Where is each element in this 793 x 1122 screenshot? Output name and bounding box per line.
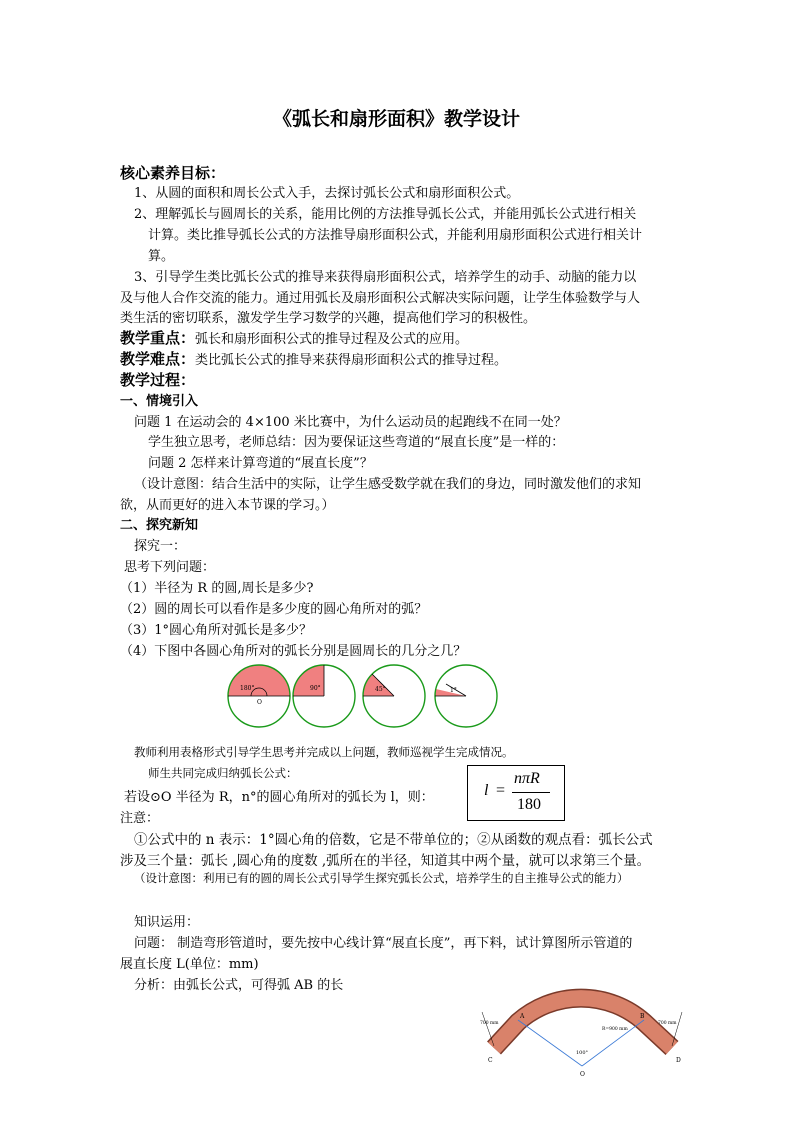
design-intent-line2: 欲，从而更好的进入本节课的学习。） xyxy=(120,498,335,513)
goal-item-3-line1: 3、引导学生类比弧长公式的推导来获得扇形面积公式，培养学生的动手、动脑的能力以 xyxy=(134,270,637,285)
key-point-label: 教学重点： xyxy=(120,329,196,347)
goal-item-1: 1、从圆的面积和周长公式入手，去探讨弧长公式和扇形面积公式。 xyxy=(134,186,520,201)
arc-length-formula xyxy=(467,765,565,821)
think-question-4: （4）下图中各圆心角所对的弧长分别是圆周长的几分之几？ xyxy=(120,644,467,659)
goal-item-3-line3: 类生活的密切联系，激发学生学习数学的兴趣，提高他们学习的积极性。 xyxy=(120,311,537,326)
formula-equals: = xyxy=(496,782,506,799)
core-goals-heading: 核心素养目标： xyxy=(120,164,226,182)
pipe-point-a: A xyxy=(520,1013,525,1020)
difficulty-text: 类比弧长公式的推导来获得扇形面积公式的推导过程。 xyxy=(195,353,508,368)
application-problem-line2: 展直长度 L(单位：mm) xyxy=(120,957,259,972)
page-title: 《弧长和扇形面积》教学设计 xyxy=(272,108,520,130)
think-question-2: （2）圆的周长可以看作是多少度的圆心角所对的弧？ xyxy=(120,602,428,617)
pipe-left-length: 700 mm xyxy=(480,1021,499,1026)
formula-intro: 若设⊙O 半径为 R，n°的圆心角所对的弧长为 l，则： xyxy=(124,790,434,805)
goal-item-2-line3: 算。 xyxy=(148,249,175,264)
formula-lhs: l xyxy=(484,782,489,799)
circle-90 xyxy=(293,665,355,727)
goal-item-2-line1: 2、理解弧长与圆周长的关系，能用比例的方法推导弧长公式，并能用弧长公式进行相关 xyxy=(134,207,637,222)
note-label: 注意： xyxy=(120,811,160,826)
application-heading: 知识运用： xyxy=(134,915,200,930)
note-line1: ①公式中的 n 表示：1°圆心角的倍数，它是不带单位的；②从函数的观点看：弧长公式 xyxy=(134,832,653,848)
design-intent-2: （设计意图：利用已有的圆的周长公式引导学生探究弧长公式，培养学生的自主推导公式的能力） xyxy=(134,871,629,885)
think-label: 思考下列问题： xyxy=(124,560,216,575)
formula-fraction-bar xyxy=(512,792,550,793)
angle-label-180: 180° xyxy=(240,685,255,692)
note-line2: 涉及三个量：弧长 ,圆心角的度数 ,弧所在的半径，知道其中两个量，就可以求第三个量。 xyxy=(120,853,651,869)
pipe-center-o: O xyxy=(580,1071,585,1078)
together-label: 师生共同完成归纳弧长公式： xyxy=(148,766,298,780)
circle-1 xyxy=(435,665,497,727)
circle-45 xyxy=(363,665,425,727)
pipe-angle: 100° xyxy=(576,1050,589,1056)
explore-label: 探究一： xyxy=(134,539,187,554)
key-point-text: 弧长和扇形面积公式的推导过程及公式的应用。 xyxy=(195,332,469,347)
center-label: O xyxy=(257,699,262,706)
angle-label-45: 45° xyxy=(375,686,386,693)
difficulty xyxy=(120,348,507,369)
pipe-point-d: D xyxy=(676,1057,681,1064)
question-1: 问题 1 在运动会的 4×100 米比赛中，为什么运动员的起跑线不在同一处？ xyxy=(134,415,567,430)
circle-180 xyxy=(228,665,290,727)
goal-item-2-line2: 计算。类比推导弧长公式的方法推导扇形面积公式，并能利用扇形面积公式进行相关计 xyxy=(148,228,643,243)
section1-heading: 一、情境引入 xyxy=(120,394,199,409)
teacher-summary: 学生独立思考，老师总结：因为要保证这些弯道的“展直长度”是一样的： xyxy=(148,435,565,450)
angle-label-1: 1° xyxy=(450,687,457,694)
question-2: 问题 2 怎样来计算弯道的“展直长度”？ xyxy=(148,456,373,471)
teacher-note: 教师利用表格形式引导学生思考并完成以上问题，教师巡视学生完成情况。 xyxy=(134,745,514,759)
pipe-radius: R=900 mm xyxy=(602,1027,628,1032)
pipe-figure xyxy=(478,988,702,1080)
pipe-point-b: B xyxy=(640,1013,645,1020)
application-problem-line1: 问题： 制造弯形管道时，要先按中心线计算“展直长度”，再下料，试计算图所示管道的 xyxy=(134,936,633,951)
key-point xyxy=(120,327,468,348)
pipe-point-c: C xyxy=(488,1057,493,1064)
design-intent-line1: （设计意图：结合生活中的实际，让学生感受数学就在我们的身边，同时激发他们的求知 xyxy=(134,477,642,492)
sector-circles-figure xyxy=(220,662,510,732)
formula-numerator: nπR xyxy=(514,770,540,787)
process-heading: 教学过程： xyxy=(120,371,196,389)
angle-label-90: 90° xyxy=(310,685,321,692)
think-question-1: （1）半径为 R 的圆,周长是多少? xyxy=(120,581,314,596)
think-question-3: （3）1°圆心角所对弧长是多少？ xyxy=(120,623,313,638)
difficulty-label: 教学难点： xyxy=(120,350,196,368)
formula-denominator: 180 xyxy=(517,796,541,813)
pipe-right-length: 700 mm xyxy=(658,1021,677,1026)
section2-heading: 二、探究新知 xyxy=(120,518,199,533)
application-analysis: 分析：由弧长公式，可得弧 AB 的长 xyxy=(134,978,344,993)
goal-item-3-line2: 及与他人合作交流的能力。通过用弧长及扇形面积公式解决实际问题，让学生体验数学与人 xyxy=(120,291,641,306)
